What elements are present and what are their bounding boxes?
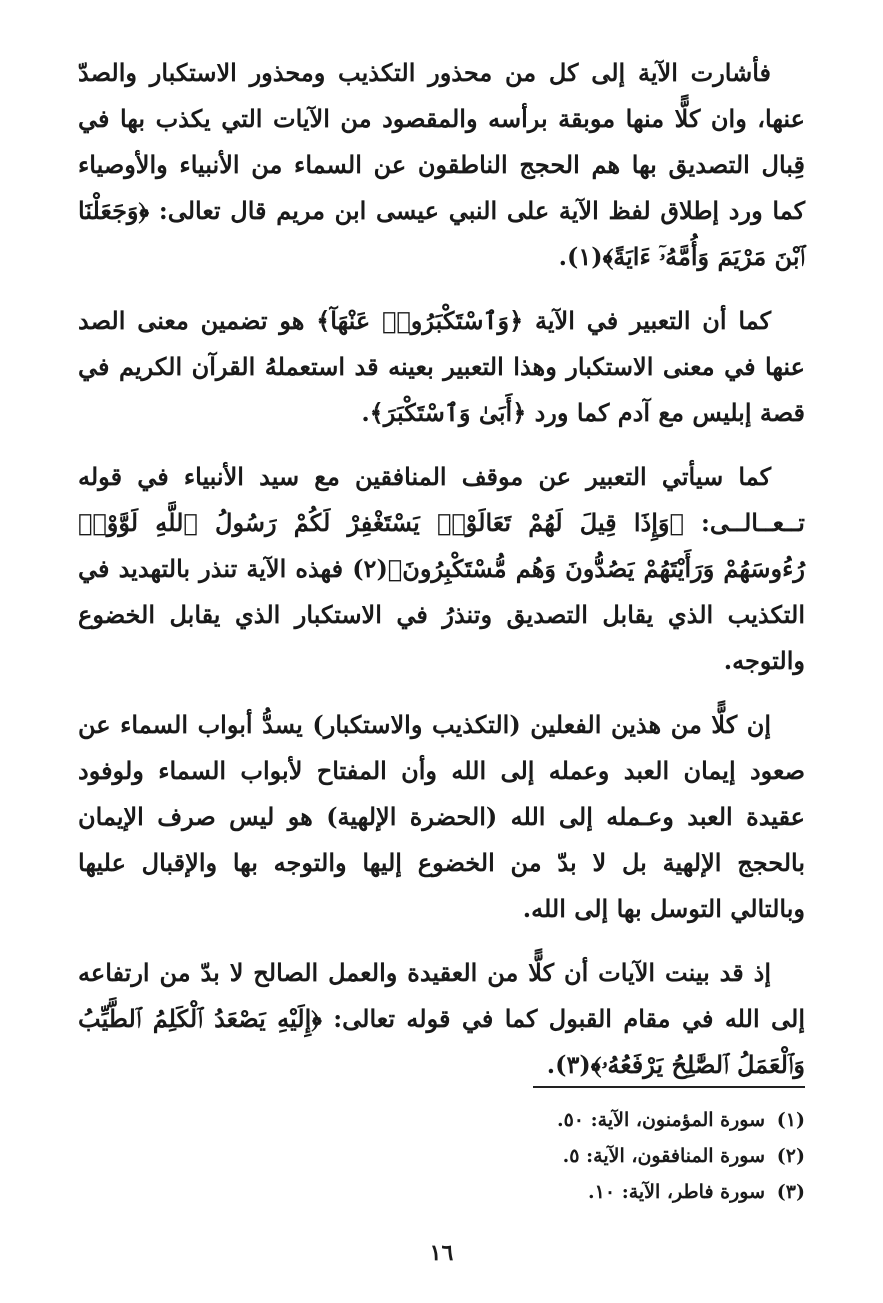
footnotes-list [78,1102,805,1210]
footnote-marker: (٣) [776,1181,805,1203]
page-number: ١٦ [429,1240,454,1266]
paragraph-4: إن كلًّا من هذين الفعلين (التكذيب والاستكبار) يسدُّ أبواب السماء عن صعود إيمان العبد وعمله إلى الله وأن المفتاح لأبواب السماء ولوفود عقيدة العبد وعـمله إلى الله (الحضرة الإلهية) هو ليس صرف الإيمان بالحجج الإلهية بل لا بدّ من الخضوع إليها والتوجه بها والإقبال عليها وبالتالي التوسل بها إلى الله. [78,710,805,923]
footnote-divider [533,1086,805,1088]
paragraph-1: فأشارت الآية إلى كل من محذور التكذيب ومحذور الاستكبار والصدّ عنها، وان كلًّا منها موبقة برأسه والمقصود من الآيات التي يكذب بها في قِبال التصديق بها هم الحجج الناطقون عن السماء من الأنبياء والأوصياء كما ورد إطلاق لفظ الآية على النبي عيسى ابن مريم قال تعالى: ﴿وَجَعَلْنَا ٱبْنَ مَرْيَمَ وَأُمَّهُۥٓ ءَايَةً﴾(١). [78,58,805,271]
paragraph-2: كما أن التعبير في الآية ﴿وَٱسْتَكْبَرُوا۟ عَنْهَآ﴾ هو تضمين معنى الصد عنها في معنى الاستكبار وهذا التعبير بعينه قد استعملهُ القرآن الكريم في قصة إبليس مع آدم كما ورد ﴿أَبَىٰ وَٱسْتَكْبَرَ﴾. [78,306,805,427]
paragraph-3: كما سيأتي التعبير عن موقف المنافقين مع سيد الأنبياء في قوله تــعــالــى: ﴿وَإِذَا قِيلَ لَهُمْ تَعَالَوْا۟ يَسْتَغْفِرْ لَكُمْ رَسُولُ ٱللَّهِ لَوَّوْا۟ رُءُوسَهُمْ وَرَأَيْتَهُمْ يَصُدُّونَ وَهُم مُّسْتَكْبِرُونَ﴾(٢) فهذه الآية تنذر بالتهديد في التكذيب الذي يقابل التصديق وتنذرُ في الاستكبار الذي يقابل الخضوع والتوجه. [78,462,806,675]
footnote-marker: (١) [776,1109,805,1131]
footnote-marker: (٢) [776,1145,805,1167]
footnote-text: سورة فاطر، الآية: ١٠. [588,1181,765,1203]
book-page [78,50,806,1266]
footnote-3 [78,1174,805,1210]
body-text [78,50,805,1088]
footnote-1 [78,1102,805,1138]
footnote-text: سورة المؤمنون، الآية: ٥٠. [556,1109,765,1131]
paragraph-5: إذ قد بينت الآيات أن كلًّا من العقيدة والعمل الصالح لا بدّ من ارتفاعه إلى الله في مقام القبول كما في قوله تعالى: ﴿إِلَيْهِ يَصْعَدُ ٱلْكَلِمُ ٱلطَّيِّبُ وَٱلْعَمَلُ ٱلصَّٰلِحُ يَرْفَعُهُۥ﴾(٣). [78,958,805,1079]
footnote-2 [78,1138,805,1174]
footnote-text: سورة المنافقون، الآية: ٥. [562,1145,765,1167]
